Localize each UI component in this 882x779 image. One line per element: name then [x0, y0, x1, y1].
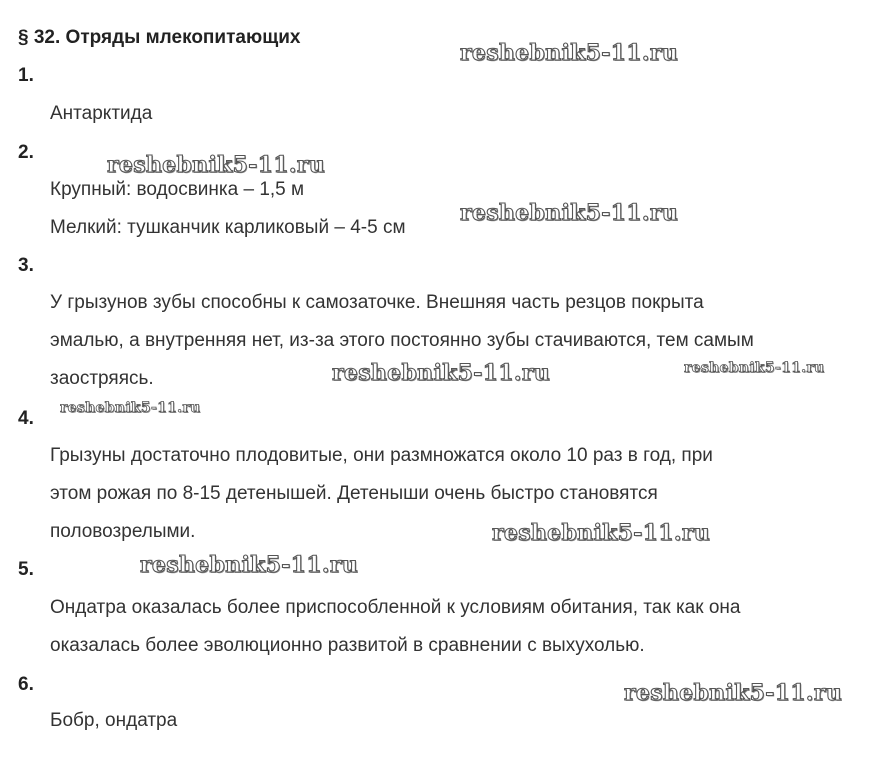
watermark: reshebnik5-11.ru: [684, 360, 825, 376]
answer-line: Грызуны достаточно плодовитые, они размножатся около 10 раз в год, при: [50, 445, 713, 466]
answer-line: этом рожая по 8-15 детенышей. Детеныши очень быстро становятся: [50, 483, 658, 504]
answer-line: половозрелыми.: [50, 521, 196, 542]
answer-text: [50, 702, 882, 740]
watermark: reshebnik5-11.ru: [332, 360, 551, 386]
item-number: 3.: [18, 255, 34, 276]
answer-text: [50, 589, 882, 665]
item-number: 2.: [18, 142, 34, 163]
answer-text: [50, 437, 882, 551]
answer-line: оказалась более эволюционно развитой в сравнении с выхухолью.: [50, 635, 645, 656]
item-number: 6.: [18, 674, 34, 695]
page-title: § 32. Отряды млекопитающих: [18, 27, 301, 48]
item-number: 1.: [18, 65, 34, 86]
answer-line: заостряясь.: [50, 368, 154, 389]
answer-line: Антарктида: [50, 103, 153, 124]
watermark: reshebnik5-11.ru: [140, 552, 359, 578]
answer-line: Ондатра оказалась более приспособленной к условиям обитания, так как она: [50, 597, 741, 618]
watermark: reshebnik5-11.ru: [624, 680, 843, 706]
item-number: 5.: [18, 559, 34, 580]
watermark: reshebnik5-11.ru: [492, 520, 711, 546]
watermark: reshebnik5-11.ru: [107, 152, 326, 178]
answer-line: Бобр, ондатра: [50, 710, 178, 731]
item-number: 4.: [18, 408, 34, 429]
watermark: reshebnik5-11.ru: [60, 400, 201, 416]
answer-line: У грызунов зубы способны к самозаточке. Внешняя часть резцов покрыта: [50, 292, 704, 313]
answer-text: [50, 95, 882, 133]
answer-line: эмалью, а внутренняя нет, из-за этого постоянно зубы стачиваются, тем самым: [50, 330, 754, 351]
answer-line: Крупный: водосвинка – 1,5 м: [50, 179, 305, 200]
answer-line: Мелкий: тушканчик карликовый – 4-5 см: [50, 217, 406, 238]
watermark: reshebnik5-11.ru: [460, 200, 679, 226]
watermark: reshebnik5-11.ru: [460, 40, 679, 66]
